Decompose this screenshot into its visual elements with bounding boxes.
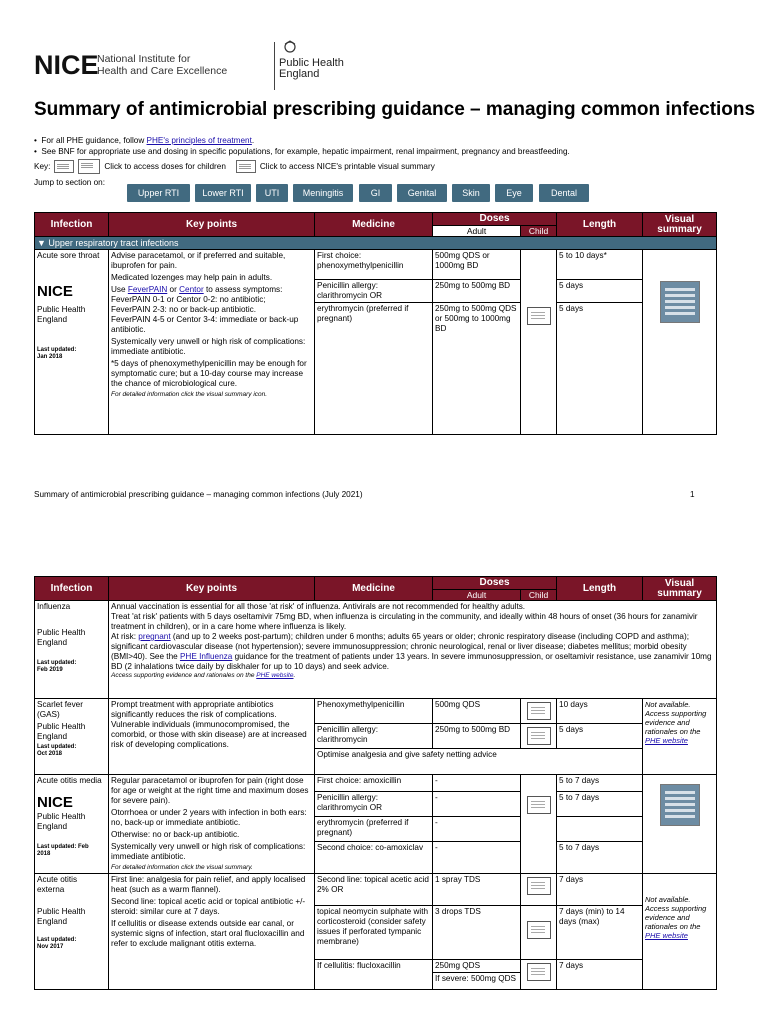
medicine-cell: Second choice: co-amoxiclav: [315, 841, 433, 873]
medicine-cell: Penicillin allergy: clarithromycin OR: [315, 792, 433, 817]
length-cell: [557, 816, 643, 841]
visual-summary-icon: [54, 160, 74, 173]
adult-dose-cell: 250mg to 500mg BD: [433, 280, 521, 303]
key-points-cell: Regular paracetamol or ibuprofen for pain (right dose for age or weight at the right time and maximum doses for severe pain). Otorrhoea or under 2 years with infection in both ears: no, back-up or immediate antibiotic. Otherwise: no or back-up antibiotic. Systemically very unwell or high risk of complications: immediate antibiotic. For detailed information click the visual summary.: [109, 775, 315, 874]
influenza-key-points: Annual vaccination is essential for all those 'at risk' of influenza. Antivirals are not recommended for healthy adults. Treat 'at risk' patients with 5 days oseltamivir 75mg BD, when influenza is circulating in the community, and ideally within 48 hours of onset (36 hours for zanamivir treatment in children), or in a care home where influenza is likely. At risk: pregnant (and up to 2 weeks post-partum); children under 6 months; adults 65 years or older; chronic respiratory disease (including COPD and asthma); significant cardiovascular disease (not hypertension); severe immunosuppression; chronic neurological, renal or liver disease; diabetes mellitus; morbid obesity (BMI>40). See the PHE Influenza guidance for the treatment of patients under 13 years. In severe immunosuppression, or oseltamivir resistance, use zanamivir 10mg BD (2 inhalations twice daily by diskhaler for up to 10 days) and seek advice. Access supporting evidence and rationales on the PHE website.: [109, 601, 717, 699]
nav-gi[interactable]: GI: [359, 184, 392, 202]
key-points-cell: First line: analgesia for pain relief, and apply localised heat (such as a warm flannel). Second line: topical acetic acid or topical antibiotic +/- steroid: similar cure at 7 days. If cellulitis or disease extends outside ear canal, or systemic signs of infection, start oral flucloxacillin and refer to exclude malignant otitis externa.: [109, 874, 315, 990]
medicine-cell: If cellulitis: flucloxacillin: [315, 960, 433, 990]
col-infection: Infection: [35, 213, 109, 237]
col-doses: Doses: [433, 213, 557, 226]
page-footer: Summary of antimicrobial prescribing guidance – managing common infections (July 2021): [34, 490, 363, 499]
guidance-table-page1: [34, 212, 717, 435]
child-dose-cell[interactable]: [521, 960, 557, 990]
guidance-table-page2: [34, 576, 717, 990]
phe-influenza-link[interactable]: PHE Influenza: [179, 652, 233, 661]
col-key-points: Key points: [109, 213, 315, 237]
length-cell: 7 days: [557, 960, 643, 990]
infection-cell: Acute otitis externa Public Health England Last updated: Nov 2017: [35, 874, 109, 990]
length-cell: 5 to 7 days: [557, 792, 643, 817]
col-visual-summary: Visual summary: [643, 213, 717, 237]
adult-dose-cell: 250mg to 500mg QDS or 500mg to 1000mg BD: [433, 303, 521, 435]
child-dose-cell[interactable]: [521, 775, 557, 874]
crest-icon: [282, 40, 298, 54]
adult-dose-cell: -: [433, 841, 521, 873]
pregnant-link[interactable]: pregnant: [138, 632, 171, 641]
medicine-cell: First choice: phenoxymethylpenicillin: [315, 250, 433, 280]
adult-dose-cell: -: [433, 792, 521, 817]
length-cell: 5 to 7 days: [557, 775, 643, 792]
adult-dose-cell: 3 drops TDS: [433, 906, 521, 960]
infection-cell: Acute sore throat NICE Public Health England Last updated: Jan 2018: [35, 250, 109, 435]
adult-dose-cell: -: [433, 816, 521, 841]
adult-dose-cell: 250mg QDS If severe: 500mg QDS: [433, 960, 521, 990]
col-medicine: Medicine: [315, 577, 433, 601]
nice-logo: NICE: [34, 50, 99, 80]
adult-dose-cell: 250mg to 500mg BD: [433, 724, 521, 749]
visual-summary-cell: Not available. Access supporting evidence and rationales on the PHE website: [643, 699, 717, 775]
key-legend: Key: Click to access doses for children Click to access NICE's printable visual summary: [34, 159, 435, 174]
medicine-cell: Phenoxymethylpenicillin: [315, 699, 433, 724]
nav-meningitis[interactable]: Meningitis: [293, 184, 353, 202]
adult-dose-cell: 500mg QDS or 1000mg BD: [433, 250, 521, 280]
visual-summary-cell: Not available. Access supporting evidence and rationales on the PHE website: [643, 874, 717, 990]
phe-logo-text: Public Health England: [279, 57, 344, 80]
child-dose-cell[interactable]: [521, 250, 557, 435]
col-infection: Infection: [35, 577, 109, 601]
bnf-children-icon[interactable]: [527, 963, 551, 981]
nav-dental[interactable]: Dental: [539, 184, 589, 202]
child-dose-cell[interactable]: [521, 699, 557, 724]
bnf-children-icon: [78, 159, 100, 174]
intro-bullets: • For all PHE guidance, follow PHE's principles of treatment. • See BNF for appropriate use and dosing in specific populations, for example, hepatic impairment, renal impairment, pregnancy and breastfeeding.: [34, 136, 570, 156]
col-medicine: Medicine: [315, 213, 433, 237]
visual-summary-cell[interactable]: [643, 775, 717, 874]
length-cell: 5 to 10 days*: [557, 250, 643, 280]
bnf-children-icon[interactable]: [527, 702, 551, 720]
phe-website-link[interactable]: PHE website: [645, 736, 688, 745]
bnf-children-icon[interactable]: [527, 877, 551, 895]
infection-cell: Influenza Public Health England Last updated: Feb 2019: [35, 601, 109, 699]
adult-dose-cell: 500mg QDS: [433, 699, 521, 724]
page-title: Summary of antimicrobial prescribing guidance – managing common infections: [34, 99, 756, 120]
bnf-children-icon[interactable]: [527, 796, 551, 814]
nice-logo: NICE: [37, 283, 73, 300]
phe-website-link[interactable]: PHE website: [256, 672, 294, 679]
length-cell: 5 days: [557, 303, 643, 435]
centor-link[interactable]: Centor: [179, 285, 204, 294]
length-cell: 5 to 7 days: [557, 841, 643, 873]
child-dose-cell[interactable]: [521, 906, 557, 960]
medicine-cell: erythromycin (preferred if pregnant): [315, 816, 433, 841]
visual-summary-icon[interactable]: [660, 784, 700, 826]
col-length: Length: [557, 213, 643, 237]
length-cell: 7 days: [557, 874, 643, 906]
medicine-cell: First choice: amoxicillin: [315, 775, 433, 792]
phe-website-link[interactable]: PHE website: [645, 931, 688, 940]
visual-summary-icon[interactable]: [660, 281, 700, 323]
jump-label: Jump to section on:: [34, 178, 105, 187]
nice-logo-subtitle: National Institute for Health and Care Excellence: [97, 53, 228, 77]
medicine-cell: Penicillin allergy: clarithromycin: [315, 724, 433, 749]
bnf-children-icon[interactable]: [527, 307, 551, 325]
nav-skin[interactable]: Skin: [452, 184, 490, 202]
nav-upper-rti[interactable]: Upper RTI: [127, 184, 190, 202]
length-cell: 7 days (min) to 14 days (max): [557, 906, 643, 960]
col-key-points: Key points: [109, 577, 315, 601]
section-upper-rti[interactable]: ▼ Upper respiratory tract infections: [35, 237, 717, 250]
medicine-cell: Second line: topical acetic acid 2% OR: [315, 874, 433, 906]
page-number: 1: [690, 490, 695, 499]
col-length: Length: [557, 577, 643, 601]
col-child: Child: [521, 226, 557, 237]
medicine-cell: erythromycin (preferred if pregnant): [315, 303, 433, 435]
col-child: Child: [521, 590, 557, 601]
feverpain-link[interactable]: FeverPAIN: [127, 285, 168, 294]
bnf-children-icon[interactable]: [527, 727, 551, 745]
length-cell: 5 days: [557, 724, 643, 749]
col-doses: Doses: [433, 577, 557, 590]
nav-genital[interactable]: Genital: [397, 184, 447, 202]
visual-summary-cell[interactable]: [643, 250, 717, 435]
medicine-cell: topical neomycin sulphate with corticosteroid (consider safety issues if perforated tympanic membrane): [315, 906, 433, 960]
child-dose-cell[interactable]: [521, 874, 557, 906]
visual-summary-icon: [236, 160, 256, 173]
nav-uti[interactable]: UTI: [256, 184, 288, 202]
adult-dose-cell: -: [433, 775, 521, 792]
infection-cell: Acute otitis media NICE Public Health England Last updated: Feb 2018: [35, 775, 109, 874]
infection-cell: Scarlet fever (GAS) Public Health England Last updated: Oct 2018: [35, 699, 109, 775]
adult-dose-cell: 1 spray TDS: [433, 874, 521, 906]
key-points-cell: Advise paracetamol, or if preferred and suitable, ibuprofen for pain. Medicated lozenges may help pain in adults. Use FeverPAIN or Centor to assess symptoms: FeverPAIN 0-1 or Centor 0-2: no antibiotic; FeverPAIN 2-3: no or back-up antibiotic. FeverPAIN 4-5 or Centor 3-4: immediate or back-up antibiotic. Systemically very unwell or high risk of complications: immediate antibiotic. *5 days of phenoxymethylpenicillin may be enough for symptomatic cure; but a 10-day course may increase the chance of microbiological cure. For detailed information click the visual summary icon.: [109, 250, 315, 435]
nice-logo: NICE: [37, 794, 73, 811]
bnf-children-icon[interactable]: [527, 921, 551, 939]
col-adult: Adult: [433, 590, 521, 601]
key-points-cell: Prompt treatment with appropriate antibiotics significantly reduces the risk of complications. Vulnerable individuals (immunocompromised, the comorbid, or those with skin disease) are at increased risk of developing complications.: [109, 699, 315, 775]
child-dose-cell[interactable]: [521, 724, 557, 749]
phe-principles-link[interactable]: PHE's principles of treatment: [146, 136, 252, 145]
analgesia-note: Optimise analgesia and give safety netting advice: [315, 749, 643, 775]
nav-eye[interactable]: Eye: [495, 184, 533, 202]
col-adult: Adult: [433, 226, 521, 237]
medicine-cell: Penicillin allergy: clarithromycin OR: [315, 280, 433, 303]
length-cell: 10 days: [557, 699, 643, 724]
col-visual-summary: Visual summary: [643, 577, 717, 601]
length-cell: 5 days: [557, 280, 643, 303]
nav-lower-rti[interactable]: Lower RTI: [195, 184, 251, 202]
phe-logo-bar: [274, 42, 275, 90]
